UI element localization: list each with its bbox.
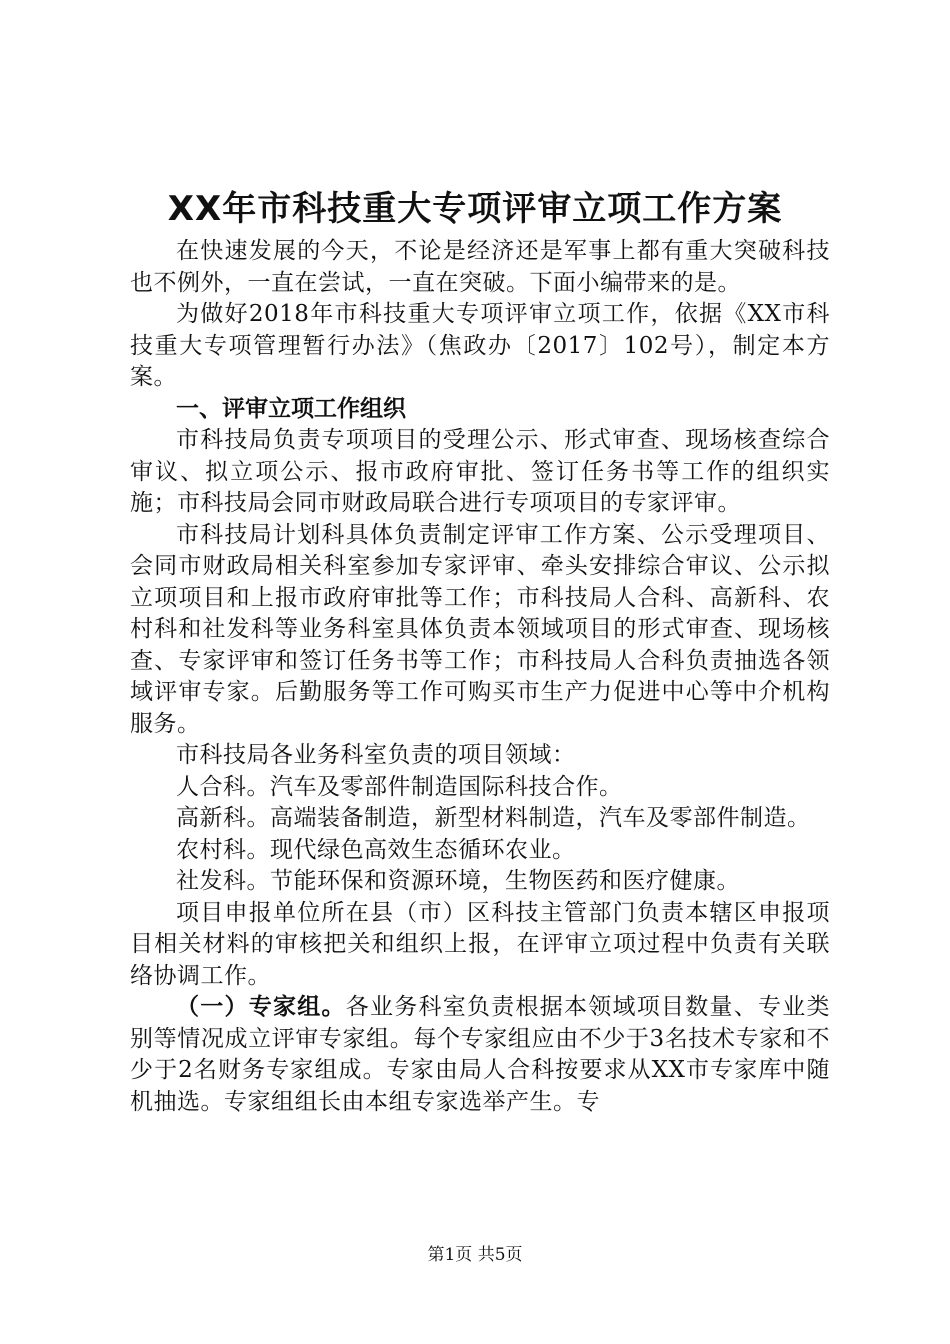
section-heading: 一、评审立项工作组织	[176, 395, 406, 422]
paragraph-domain-nongcun: 农村科。现代绿色高效生态循环农业。	[176, 836, 576, 863]
paragraph-domain-shefa: 社发科。节能环保和资源环境，生物医药和医疗健康。	[176, 868, 740, 894]
page-footer: 第1页 共5页	[427, 1245, 523, 1265]
document-body	[130, 236, 830, 1118]
paragraph-domain-gaoxin: 高新科。高端装备制造，新型材料制造，汽车及零部件制造。	[176, 805, 811, 831]
paragraph-purpose: 为做好2018年市科技重大专项评审立项工作，依据《XX市科技重大专项管理暂行办法》（焦政办〔2017〕102号），制定本方案。	[130, 301, 830, 390]
paragraph-domain-renhe: 人合科。汽车及零部件制造国际科技合作。	[176, 773, 623, 800]
document-title: XX年市科技重大专项评审立项工作方案	[167, 189, 783, 229]
subsection-lead: （一）专家组。	[176, 994, 346, 1020]
subsection-text: 各业务科室负责根据本领域项目数量、专业类别等情况成立评审专家组。每个专家组应由不少于3名技术专家和不少于2名财务专家组成。专家由局人合科按要求从XX市专家库中随机抽选。专家组组长由本组专家选举产生。专	[130, 994, 830, 1115]
paragraph-organization: 市科技局负责专项项目的受理公示、形式审查、现场核查综合审议、拟立项公示、报市政府审批、签订任务书等工作的组织实施；市科技局会同市财政局联合进行专项项目的专家评审。	[130, 427, 830, 516]
paragraph-planning-division: 市科技局计划科具体负责制定评审工作方案、公示受理项目、会同市财政局相关科室参加专家评审、牵头安排综合审议、公示拟立项项目和上报市政府审批等工作；市科技局人合科、高新科、农村科和社发科等业务科室具体负责本领域项目的形式审查、现场核查、专家评审和签订任务书等工作；市科技局人合科负责抽选各领域评审专家。后勤服务等工作可购买市生产力促进中心等中介机构服务。	[130, 521, 830, 737]
paragraph-expert-group	[130, 992, 830, 1118]
paragraph-intro: 在快速发展的今天，不论是经济还是军事上都有重大突破科技也不例外，一直在尝试，一直在突破。下面小编带来的是。	[130, 238, 830, 296]
paragraph-county-duty: 项目申报单位所在县（市）区科技主管部门负责本辖区申报项目相关材料的审核把关和组织上报，在评审立项过程中负责有关联络协调工作。	[130, 899, 830, 989]
paragraph-domains-intro: 市科技局各业务科室负责的项目领域：	[176, 742, 576, 768]
